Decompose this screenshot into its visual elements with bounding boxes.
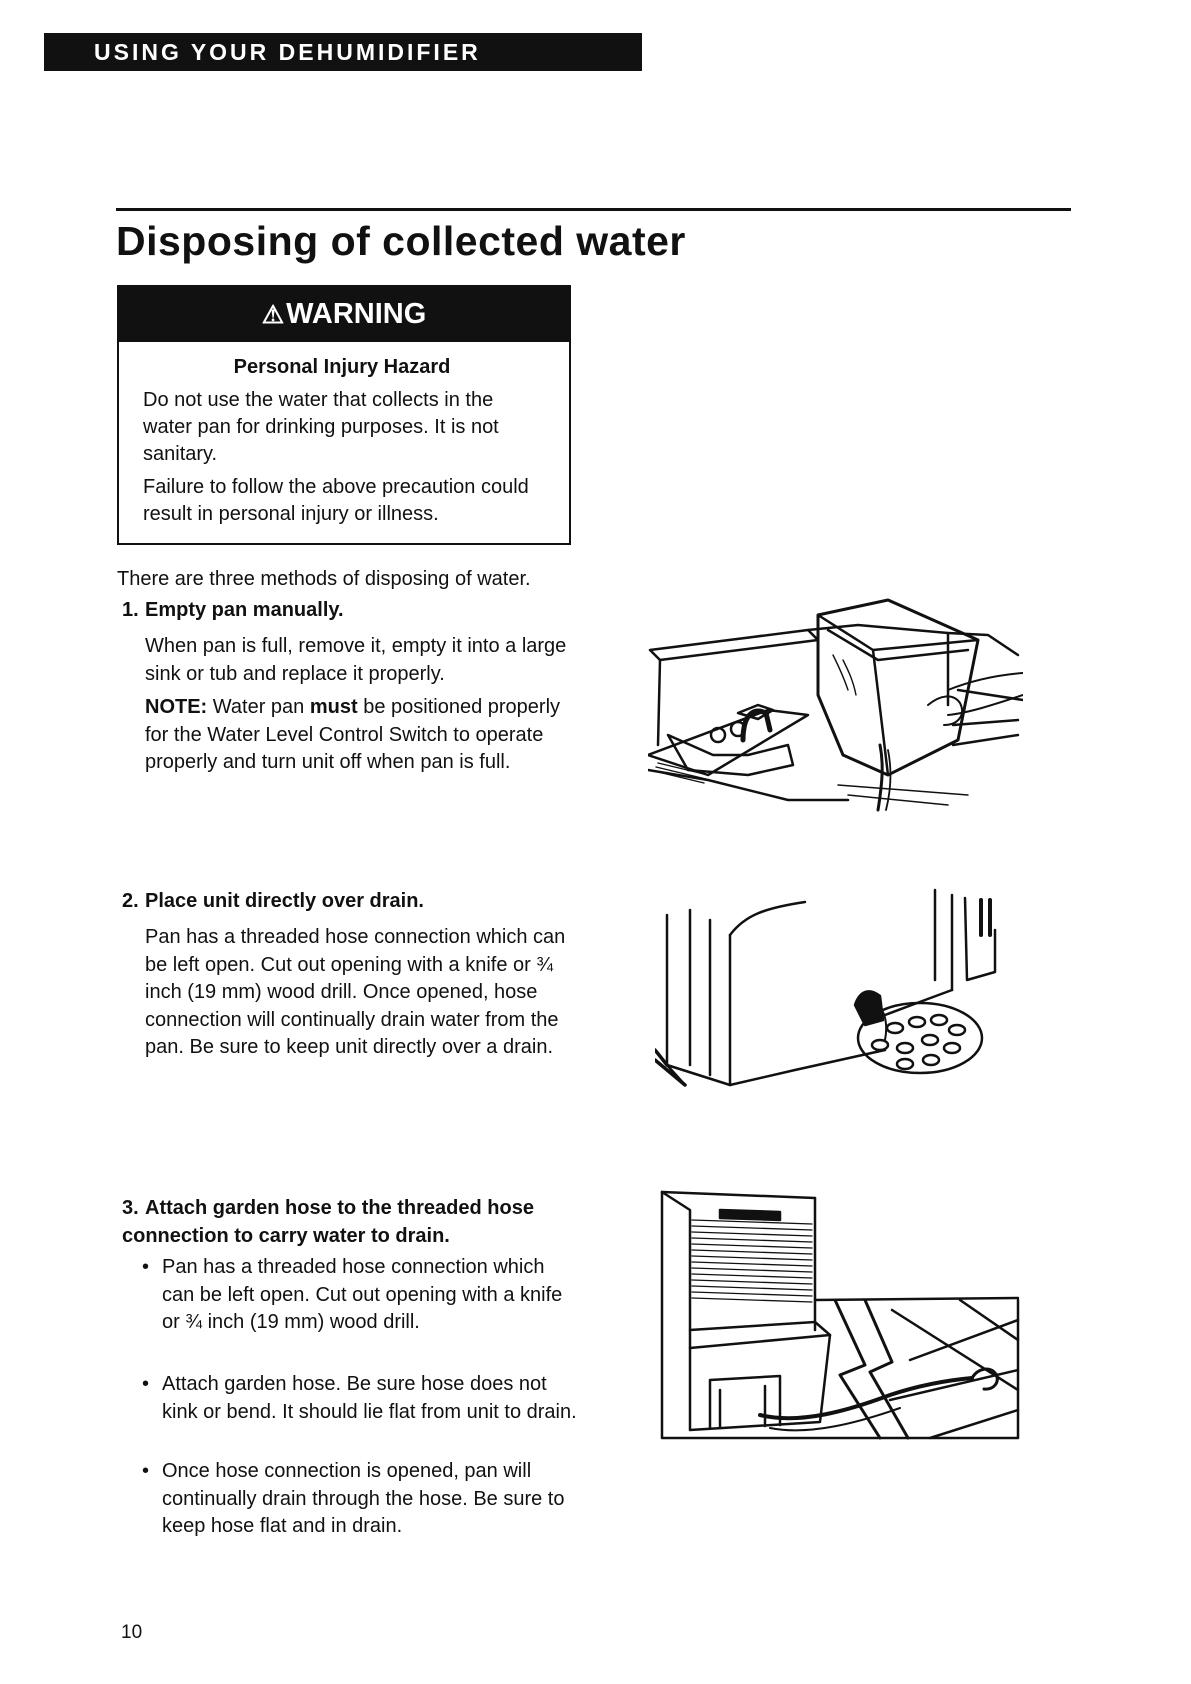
method-3-bullet-2: Attach garden hose. Be sure hose does not kink or bend. It should lie flat from unit to drain.: [162, 1373, 577, 1423]
method-3-heading: [122, 1195, 602, 1250]
note-label: NOTE:: [145, 696, 208, 718]
section-header-label: USING YOUR DEHUMIDIFIER: [94, 39, 481, 65]
method-3-title: Attach garden hose to the threaded hose connection to carry water to drain.: [122, 1197, 534, 1247]
intro-text: There are three methods of disposing of water.: [117, 568, 531, 590]
warning-paragraph-1: Do not use the water that collects in the water pan for drinking purposes. It is not sanitary.: [143, 389, 499, 465]
bullet-dot-1: •: [142, 1256, 150, 1278]
illustration-unit-over-drain: [655, 880, 1025, 1095]
page-title: Disposing of collected water: [116, 218, 686, 264]
method-2-number: 2.: [122, 890, 139, 912]
method-1-number: 1.: [122, 599, 139, 621]
hazard-title: Personal Injury Hazard: [233, 356, 451, 378]
illustration-garden-hose: [660, 1190, 1020, 1440]
warning-header: [119, 287, 569, 342]
method-3-bullet-3: Once hose connection is opened, pan will continually drain through the hose. Be sure to keep hose flat and in drain.: [162, 1460, 565, 1537]
warning-paragraph-2: Failure to follow the above precaution could result in personal injury or illness.: [143, 476, 529, 525]
method-1-title: Empty pan manually.: [145, 599, 344, 621]
title-rule: [116, 208, 1071, 211]
bullet-dot-2: •: [142, 1373, 150, 1395]
warning-box: [117, 285, 571, 545]
method-1-note: [145, 694, 580, 777]
note-text-pre: Water pan: [207, 696, 310, 718]
warning-triangle-icon: ⚠: [261, 301, 285, 329]
method-3-number: 3.: [122, 1197, 139, 1219]
method-2-heading: [122, 888, 602, 916]
bullet-dot-3: •: [142, 1460, 150, 1482]
illustration-empty-pan: [648, 595, 1023, 815]
page-number: 10: [121, 1622, 143, 1643]
method-1-heading: [122, 597, 602, 625]
note-must: must: [309, 696, 358, 718]
method-2-body: Pan has a threaded hose connection which can be left open. Cut out opening with a knife or ¾ inch (19 mm) wood drill. Once opened, hose connection will continually drain water from the pan. Be sure to keep unit directly over a drain.: [145, 926, 566, 1058]
note-text-post: be positioned properly for the Water Level Control Switch to operate properly and turn unit off when pan is full.: [145, 696, 561, 773]
section-header-bar: [44, 33, 642, 71]
method-2-title: Place unit directly over drain.: [145, 890, 424, 912]
warning-label: WARNING: [286, 298, 427, 330]
warning-body: [119, 354, 569, 528]
method-3-bullet-1: Pan has a threaded hose connection which can be left open. Cut out opening with a knife or ¾ inch (19 mm) wood drill.: [162, 1256, 563, 1333]
method-1-body: When pan is full, remove it, empty it into a large sink or tub and replace it properly.: [145, 635, 567, 685]
